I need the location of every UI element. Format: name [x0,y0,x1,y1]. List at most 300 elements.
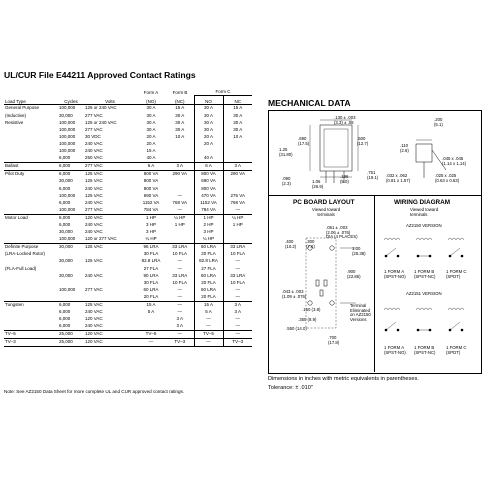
wiring-v2-form-c: 1 FORM C (SPDT) [446,345,467,355]
dim-045: .045 x .045 (1.14 x 1.14) [442,156,467,166]
table-cell-cycles: 6,000 [59,316,71,322]
table-cell-c-no: 784 VA [194,207,223,215]
table-cell-cycles: 6,000 [58,171,84,179]
table-cell-c-nc: 275 VA [223,192,252,199]
wiring-v1-form-b: 1 FORM B (SPST-NC) [414,269,436,279]
table-cell-cycles: 6,000 [58,214,84,222]
dim-900: .900 (22.86) [347,269,361,279]
dim-032: .032 x .062 (0.81 x 1.57) [386,173,411,183]
mechanical-data-title: MECHANICAL DATA [268,98,351,108]
table-cell-c-nc: 30 A [223,119,252,126]
table-cell-c-nc: 768 VA [223,199,252,206]
table-cell-b [166,229,194,236]
table-cell-load: Resistive [5,119,24,125]
table-row [4,207,252,215]
table-row [4,134,252,141]
wiring-v1-form-a: 1 FORM A (SPST-NO) [384,269,406,279]
table-cell-volts: 125 VAC [85,192,103,198]
dim-125: 1.25 (31.80) [279,147,293,157]
table-note: Note: See AZ2150 Data Sheet for more complete UL and CUR approved contact ratings. [4,389,185,394]
table-cell-load [4,229,58,236]
table-cell-volts: 125 VAC [85,258,103,264]
table-cell-cycles: 6,000 [59,199,71,205]
dimensions-note: Dimensions in inches with metric equivalents in parentheses. [268,376,419,382]
table-cell-volts: 240 VAC [85,185,103,191]
dim-150: .150 (3.8) [302,307,321,312]
dim-110: .110 (2.8) [400,143,409,153]
table-cell-c-nc: 30 A [223,126,252,133]
table-cell-b: 33 LRA [166,243,194,251]
dim-061: .061 ± .003 (2.06 ± .076) DIA (4 PLACES) [326,225,358,239]
table-cell-c-no: ¼ HP [194,236,223,244]
table-cell-a: 40 A [146,155,156,161]
table-cell-b: — [166,301,194,309]
table-cell-load [4,309,58,316]
table-cell-volts: 277 VAC [85,126,103,132]
wiring-v1-form-c: 1 FORM C (SPDT) [446,269,467,279]
table-cell-load: TV–3 [4,339,58,347]
table-row [4,251,252,258]
table-cell-load [4,272,58,279]
table-cell-cycles: 100,000 [59,192,76,198]
table-cell-a: 30 A [146,126,156,132]
dim-106: 1.06 (26.9) [312,179,324,189]
table-cell-b: 30 A [175,112,185,118]
table-cell-c-no: 40 A [194,155,223,163]
table-cell-b: — [177,309,182,315]
table-row [4,301,252,309]
dim-090: .090 (2.3) [282,176,291,186]
header-form-a: Form A [143,89,159,95]
table-cell-load [4,279,58,286]
ratings-title: UL/CUR File E44211 Approved Contact Ratings [4,70,196,80]
table-cell-a: 90 LRA [143,272,159,278]
dim-350: .350 (8.9) [298,317,317,322]
table-cell-volts: 240 VAC [85,229,103,235]
table-cell-c-nc [223,155,252,163]
table-cell-c-no: — [194,323,223,331]
table-cell-b: — [177,293,182,299]
table-cell-cycles: 100,000 [59,286,76,292]
table-row [4,105,252,113]
table-cell-c-no: 15 A [194,301,223,309]
table-cell-load: Pilot Duty [4,171,58,179]
table-cell-cycles: 100,000 [59,119,76,125]
table-cell-b: 10 FLA [172,279,187,285]
table-cell-load: Tungsten [4,301,58,309]
table-cell-a: 3 HP [145,221,156,227]
table-row [4,316,252,323]
table-cell-c-no: 20 A [194,141,223,148]
table-cell-volts: 125 VAC [84,243,136,251]
table-cell-load [4,199,58,206]
table-cell-c-no: — [194,339,223,347]
dim-751: .751 (19.1) [367,170,379,180]
dim-400: .400 (10.2) [285,239,297,249]
table-row [4,265,252,272]
table-cell-b: — [177,192,182,198]
table-cell-c-no: 30 A [194,105,223,113]
table-row [4,272,252,279]
table-cell-c-no: 690 VA [194,178,223,185]
wiring-az2151-schematics [380,300,476,344]
table-cell-a: 784 VA [143,206,159,212]
table-cell-cycles: 100,000 [59,140,76,146]
table-cell-cycles: 6,000 [59,185,71,191]
table-cell-load [4,155,58,163]
table-cell-b: 3 A [166,162,194,170]
table-cell-b [166,155,194,163]
table-cell-a: 30 FLA [143,251,159,257]
table-cell-c-nc: 33 LRA [223,243,252,251]
table-row [4,229,252,236]
table-cell-load [4,185,58,192]
table-cell-c-nc: — [223,294,252,302]
table-cell-c-nc: — [223,207,252,215]
table-cell-volts: 240 VAC [85,309,103,315]
header-load-type: Load Type [5,98,26,104]
table-cell-c-nc: — [223,316,252,323]
header-form-c-no: NO [194,95,223,105]
table-cell-load: (LRA-Locked Rotor) [5,251,46,257]
table-cell-load: TV–5 [4,331,58,339]
table-cell-load [4,258,58,265]
table-cell-a: 1 HP [136,214,166,222]
table-cell-b: 768 VA [172,199,187,205]
table-cell-load [4,222,58,229]
wiring-az2150-schematics [380,232,476,268]
table-cell-c-no: 6 A [194,162,223,170]
table-cell-c-no: 20 FLA [194,279,223,286]
table-row [4,112,252,119]
table-cell-a: 30 A [146,119,156,125]
table-cell-c-no: 27 FLA [194,265,223,272]
table-cell-c-no: 2 HP [194,222,223,229]
table-row [4,339,252,347]
table-cell-c-no: — [194,316,223,323]
table-cell-c-nc: 10 FLA [223,279,252,286]
table-cell-c-nc: — [223,258,252,265]
table-cell-c-nc: 10 FLA [223,251,252,258]
table-row [4,162,252,170]
table-cell-c-no: 20 FLA [194,294,223,302]
table-cell-volts: 125 VAC [85,178,103,184]
table-cell-c-no: 1152 VA [194,199,223,206]
table-cell-c-no [194,148,223,155]
table-cell-a: 6 A [136,162,166,170]
table-cell-load: (FLA-Full Load) [5,265,37,271]
table-cell-c-no: 82.8 LRA [194,258,223,265]
wiring-diagram-title: WIRING DIAGRAM [394,199,451,206]
table-cell-load: (Inductive) [5,112,27,118]
table-cell-cycles: 25,000 [58,339,84,347]
table-cell-volts: 120 or 277 VAC [85,236,117,242]
table-cell-volts: 120 VAC [84,214,136,222]
table-cell-b: 30 A [175,126,185,132]
header-form-a-sub: (NO) [136,95,166,105]
table-cell-cycles: 30,000 [59,258,73,264]
table-row [4,126,252,133]
table-cell-a: 5 A [147,309,155,315]
table-cell-c-nc [223,178,252,185]
table-cell-c-nc: TV–3 [223,339,252,347]
table-row [4,236,252,244]
table-cell-c-nc [223,185,252,192]
table-cell-load [4,294,58,302]
table-cell-c-no: 800 VA [194,171,223,179]
table-cell-c-no: 20 A [194,134,223,141]
table-cell-load [4,287,58,294]
table-cell-b: 33 LRA [172,272,188,278]
table-cell-b [166,185,194,192]
table-cell-a: 30 A [136,105,166,113]
table-cell-volts: 240 VAC [85,140,103,146]
table-cell-load [4,236,58,244]
dim-025: .025 x .025 (0.63 x 0.63) [435,173,460,183]
table-cell-volts: 240 VAC [85,272,103,278]
table-cell-load: Ballast [4,162,58,170]
tolerance-note: Tolerance: ± .010" [268,385,313,391]
table-cell-volts: 277 VAC [85,286,103,292]
table-row [4,155,252,163]
table-cell-b: 3 A [176,323,183,329]
table-cell-load [4,148,58,155]
table-cell-c-nc: — [223,287,252,294]
table-cell-cycles: 100,000 [59,133,76,139]
table-cell-a: 20 A [146,133,156,139]
table-cell-cycles [58,279,84,286]
table-cell-c-no: TV–5 [194,331,223,339]
table-cell-b: — [166,331,194,339]
wiring-version-az2151: AZ2151 VERSION [406,291,442,296]
table-cell-a [136,316,166,323]
table-cell-volts: 120 VAC [85,316,103,322]
table-cell-c-no: 5 A [194,309,223,316]
table-row [4,148,252,155]
table-cell-c-nc: 1 HP [223,222,252,229]
table-cell-volts [84,279,136,286]
dim-200: .200 (5.1) [434,117,443,127]
header-volts: Volts [105,98,115,104]
table-cell-volts: 240 VAC [85,323,103,329]
dim-100: 1.00 (25.38) [352,246,366,256]
table-row [4,279,252,286]
table-cell-b: 15 A [166,105,194,113]
table-cell-cycles: 100,000 [59,126,76,132]
table-cell-a: 96 LRA [136,243,166,251]
header-cycles: Cycles [64,98,78,104]
table-cell-a: 27 FLA [143,265,159,271]
table-cell-b: — [177,258,182,264]
table-cell-b: 10 A [175,133,185,139]
table-cell-cycles: 100,000 [58,105,84,113]
table-cell-c-nc: 30 A [223,112,252,119]
table-cell-c-nc: 3 A [223,162,252,170]
dim-300: .300 (7.6) [306,239,315,249]
table-cell-c-no: 1 HP [194,214,223,222]
table-cell-cycles: 6,000 [58,301,84,309]
table-cell-c-no: 60 LRA [194,243,223,251]
dim-550: .550 (14.0) [286,326,307,331]
wiring-subtitle: Viewed toward terminals [410,207,439,217]
table-cell-b: 30 A [175,119,185,125]
table-cell-a: — [136,339,166,347]
table-cell-volts: 30 VDC [85,133,101,139]
table-cell-b [166,148,194,155]
table-cell-c-nc: 3 A [223,309,252,316]
table-cell-a [136,323,166,331]
table-row [4,323,252,331]
table-cell-volts: 125 or 240 VAC [85,119,117,125]
table-row [4,185,252,192]
table-cell-b: ¼ HP [166,214,194,222]
dim-500: .500 (12.7) [357,136,369,146]
table-cell-volts: 277 VAC [85,112,103,118]
table-cell-cycles: 30,000 [59,178,73,184]
table-cell-a: 690 VA [143,192,159,198]
pc-board-title: PC BOARD LAYOUT [293,199,355,206]
table-cell-a: 800 VA [136,171,166,179]
table-cell-a: ¼ HP [145,236,157,242]
table-row [4,222,252,229]
table-cell-load [4,141,58,148]
table-cell-a: 15 A [146,148,156,154]
table-cell-b: TV–3 [166,339,194,347]
table-cell-c-nc: — [223,323,252,331]
table-cell-volts: 125 or 240 VAC [84,105,136,113]
table-row [4,258,252,265]
table-cell-volts [84,265,136,272]
dim-196: .196 (5.0) [340,174,349,184]
table-row [4,199,252,206]
table-cell-load: Definite Purpose [4,243,58,251]
table-cell-volts: 240 VAC [85,148,103,154]
table-cell-cycles: 30,000 [59,112,73,118]
table-cell-b: 290 VA [166,171,194,179]
dim-690: .690 (17.5) [298,136,310,146]
table-cell-load: General Purpose [4,105,58,113]
table-cell-c-no: 30 A [194,112,223,119]
table-row [4,214,252,222]
table-row [4,178,252,185]
table-cell-c-nc: — [223,265,252,272]
table-cell-a: 60 LRA [143,286,159,292]
header-form-b-sub: (NC) [166,95,194,105]
table-cell-cycles: 6,000 [58,162,84,170]
table-cell-load [4,323,58,331]
table-row [4,331,252,339]
table-cell-c-nc: ¼ HP [223,214,252,222]
table-cell-c-no: 3 HP [194,229,223,236]
dim-043: .043 ± .003 (1.09 ± .076) [282,289,307,299]
contact-ratings-table [4,86,252,347]
table-cell-cycles: 6,000 [59,309,71,315]
table-cell-load [4,316,58,323]
table-cell-a: 20 FLA [143,293,159,299]
table-cell-volts: 125 VAC [84,301,136,309]
table-cell-load [4,134,58,141]
table-cell-c-no: 800 VA [194,185,223,192]
table-cell-c-no: 30 A [194,119,223,126]
table-cell-a: 82.8 LRA [141,258,161,264]
table-row [4,287,252,294]
table-cell-load [4,178,58,185]
table-cell-b: 1 HP [174,221,185,227]
table-cell-volts [84,251,136,258]
wiring-v2-form-b: 1 FORM B (SPST-NC) [414,345,436,355]
table-cell-load: Motor Load [4,214,58,222]
table-row [4,243,252,251]
table-cell-b [166,141,194,148]
table-cell-cycles: 6,000 [59,155,71,161]
table-cell-volts: 277 VAC [84,162,136,170]
table-cell-c-nc [223,141,252,148]
table-cell-a: 30 FLA [143,279,159,285]
table-cell-a: TV–5 [136,331,166,339]
table-row [4,294,252,302]
pc-board-subtitle: Viewed toward terminals [312,207,341,217]
table-cell-c-nc: 290 VA [223,171,252,179]
table-row [4,192,252,199]
table-cell-cycles [58,251,84,258]
table-cell-b: — [177,286,182,292]
table-cell-volts [84,294,136,302]
table-row [4,119,252,126]
table-row [4,141,252,148]
header-form-c-nc: NC [223,95,252,105]
table-row [4,171,252,179]
table-cell-load [4,192,58,199]
table-cell-volts: 125 VAC [84,171,136,179]
table-cell-c-nc [223,148,252,155]
table-cell-cycles: 100,000 [59,236,76,242]
table-cell-b: — [177,206,182,212]
wiring-version-az2150: AZ2150 VERSION [406,223,442,228]
table-cell-c-nc: 3 A [223,301,252,309]
table-cell-volts: 120 VAC [84,339,136,347]
table-cell-c-no: 60 LRA [194,272,223,279]
table-cell-cycles: 30,000 [58,243,84,251]
table-cell-volts: 277 VAC [85,206,103,212]
table-cell-cycles: 100,000 [59,206,76,212]
table-cell-b: — [177,265,182,271]
table-cell-cycles: 30,000 [59,272,73,278]
table-cell-cycles: 6,000 [59,323,71,329]
table-cell-c-no: 470 VA [194,192,223,199]
table-cell-c-no: 60 LRA [194,287,223,294]
table-cell-volts: 250 VAC [85,155,103,161]
table-cell-b [166,236,194,244]
table-cell-c-no: 30 A [194,126,223,133]
table-cell-b: 3 A [176,316,183,322]
table-cell-c-nc: — [223,331,252,339]
header-form-c: Form C [194,86,252,95]
table-cell-c-nc [223,229,252,236]
table-cell-cycles: 100,000 [59,148,76,154]
table-cell-a: 20 A [146,140,156,146]
table-cell-volts: 120 VAC [84,331,136,339]
terminal-note: Terminal Eliminated on AZ2150 Versions [350,303,371,322]
table-cell-c-nc [223,236,252,244]
table-cell-c-nc: 33 LRA [223,272,252,279]
dim-700: .700 (17.8) [328,335,340,345]
table-cell-load [4,207,58,215]
table-cell-a: 3 HP [145,229,156,235]
table-cell-a: 15 A [136,301,166,309]
table-cell-volts: 240 VAC [85,199,103,205]
table-cell-cycles: 6,000 [59,221,71,227]
table-cell-cycles [58,265,84,272]
